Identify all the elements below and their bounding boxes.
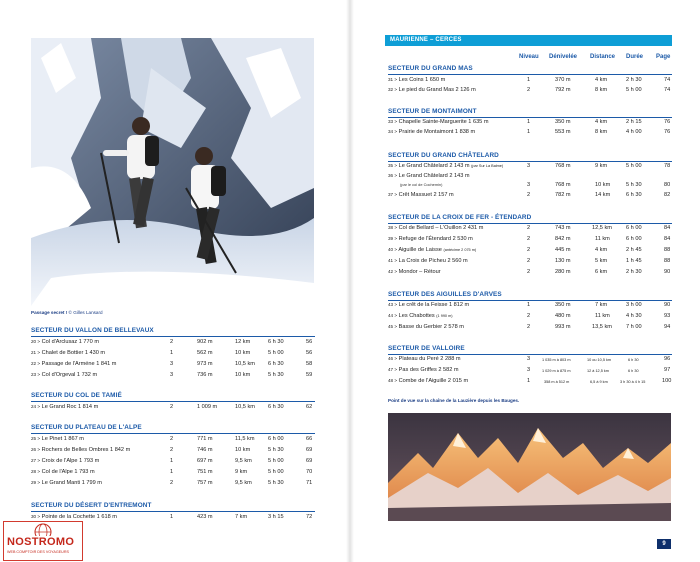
route-name: 33 > Chapelle Sainte-Marguerite 1 635 m — [388, 119, 489, 125]
duree: 3 h 15 — [268, 514, 284, 520]
route-name: 39 > Refuge de l'Étendard 2 530 m — [388, 236, 473, 242]
snowshoe-photo-image — [31, 38, 314, 306]
distance: 10 km — [235, 447, 251, 453]
route-name: 26 > Rochers de Belles Ombres 1 842 m — [31, 447, 131, 453]
page: 69 — [306, 447, 313, 453]
route-name: 47 > Pas des Griffes 2 582 m — [388, 367, 459, 373]
duree: 5 h 00 — [268, 458, 284, 464]
section-title: SECTEUR DU GRAND CHÂTELARD — [388, 152, 499, 159]
distance: 9 km — [235, 469, 248, 475]
distance: 8 km — [595, 87, 608, 93]
section-title: SECTEUR DES AIGUILLES D'ARVES — [388, 291, 502, 298]
page: 66 — [306, 436, 313, 442]
table-row — [388, 129, 672, 139]
distance: 9,5 km — [235, 458, 252, 464]
section-title: SECTEUR DE MONTAIMONT — [388, 108, 477, 115]
denivelee: 358 m à 512 m — [544, 380, 570, 384]
denivelee: 782 m — [555, 192, 571, 198]
route-name: 46 > Plateau du Peré 2 288 m — [388, 356, 461, 362]
duree: 6 h 00 — [268, 436, 284, 442]
niveau: 2 — [527, 236, 531, 242]
duree: 5 h 00 — [626, 87, 642, 93]
distance: 4 km — [595, 247, 608, 253]
route-name: 27 > Croix de l'Alpe 1 793 m — [31, 458, 100, 464]
route-name: 29 > Le Grand Manti 1 799 m — [31, 480, 102, 486]
header-duree: Durée — [626, 54, 644, 60]
table-row — [388, 269, 672, 279]
duree: 5 h 00 — [626, 163, 642, 169]
table-row — [31, 361, 316, 371]
table-row — [31, 447, 316, 457]
route-name: 31 > Les Coins 1 650 m — [388, 77, 446, 83]
route-name: 21 > Chalet de Bottier 1 430 m — [31, 350, 106, 356]
niveau: 1 — [170, 458, 174, 464]
route-name: 45 > Basse du Gerbier 2 578 m — [388, 324, 464, 330]
section-rule — [31, 401, 315, 402]
duree: 2 h 30 — [626, 269, 642, 275]
niveau: 2 — [170, 404, 174, 410]
denivelee: 1 029 m à 875 m — [542, 369, 571, 373]
denivelee: 280 m — [555, 269, 571, 275]
route-name: 38 > Col de Bellard – L'Ouillon 2 431 m — [388, 225, 484, 231]
niveau: 3 — [170, 372, 174, 378]
duree: 6 h 00 — [626, 236, 642, 242]
table-row — [31, 480, 316, 490]
page: 58 — [306, 361, 313, 367]
header-denivelee: Dénivelée — [549, 54, 578, 60]
denivelee: 842 m — [555, 236, 571, 242]
duree: 1 h 45 — [626, 258, 642, 264]
page: 94 — [664, 324, 671, 330]
distance: 4 km — [595, 77, 608, 83]
distance: 10 ou 10,5 km — [587, 358, 612, 362]
distance: 12 km — [235, 339, 251, 345]
niveau: 1 — [170, 350, 174, 356]
page: 70 — [306, 469, 313, 475]
duree: 3 h 00 — [626, 302, 642, 308]
photo-caption — [31, 310, 103, 315]
region-band — [385, 35, 672, 46]
photo-credit: © Gilles Lansard — [68, 310, 103, 315]
route-name: 48 > Combe de l'Aiguille 2 015 m — [388, 378, 469, 384]
table-row — [388, 192, 672, 202]
denivelee: 1 009 m — [197, 404, 218, 410]
table-row — [388, 247, 672, 257]
page: 74 — [664, 87, 671, 93]
table-row — [388, 378, 672, 388]
niveau: 2 — [527, 87, 531, 93]
denivelee: 1 035 m à 803 m — [542, 358, 571, 362]
route-name: 37 > Crêt Massuet 2 157 m — [388, 192, 454, 198]
page: 78 — [664, 163, 671, 169]
distance: 13,5 km — [592, 324, 612, 330]
niveau: 2 — [170, 480, 174, 486]
table-row — [31, 436, 316, 446]
niveau: 3 — [527, 356, 531, 362]
route-name: 23 > Col d'Orgeval 1 732 m — [31, 372, 98, 378]
distance: 11 km — [595, 236, 610, 242]
page: 97 — [664, 367, 671, 373]
duree: 5 h 30 — [626, 182, 642, 188]
distance: 10,5 km — [235, 361, 255, 367]
section-rule — [31, 433, 315, 434]
table-row — [388, 119, 672, 129]
page: 72 — [306, 514, 313, 520]
table-row — [31, 458, 316, 468]
niveau: 1 — [527, 129, 531, 135]
duree: 5 h 30 — [268, 480, 284, 486]
distance: 14 km — [595, 192, 611, 198]
niveau: 2 — [170, 436, 174, 442]
denivelee: 757 m — [197, 480, 213, 486]
page: 93 — [664, 313, 671, 319]
niveau: 2 — [527, 258, 531, 264]
table-row — [388, 163, 672, 173]
distance: 6 km — [595, 269, 608, 275]
niveau: 2 — [527, 192, 531, 198]
book-gutter — [346, 0, 354, 562]
niveau: 1 — [170, 469, 174, 475]
mountain-photo-caption: Point de vue sur la chaîne de la Lauzière depuis les Bauges. — [388, 398, 520, 403]
page: 96 — [664, 356, 671, 362]
denivelee: 445 m — [555, 247, 571, 253]
denivelee: 973 m — [197, 361, 213, 367]
distance: 10 km — [235, 372, 251, 378]
section-rule — [31, 336, 315, 337]
denivelee: 423 m — [197, 514, 213, 520]
page: 80 — [664, 182, 671, 188]
nostromo-logo — [3, 521, 83, 561]
niveau: 3 — [170, 361, 174, 367]
route-name: 35 > Le Grand Châtelard 2 143 m (par Sur La Balme) — [388, 163, 504, 169]
header-distance: Distance — [590, 54, 616, 60]
section-title: SECTEUR DU COL DE TAMIÉ — [31, 392, 122, 399]
section-title: SECTEUR DU GRAND MAS — [388, 65, 473, 72]
distance: 11,5 km — [235, 436, 255, 442]
distance: 10 km — [235, 350, 251, 356]
snowshoe-photo — [31, 38, 314, 306]
distance: 12,5 km — [592, 225, 612, 231]
route-name: 20 > Col d'Arclusaz 1 770 m — [31, 339, 99, 345]
distance: 4 km — [595, 119, 608, 125]
section-title: SECTEUR DU VALLON DE BELLEVAUX — [31, 327, 154, 334]
section-title: SECTEUR DU PLATEAU DE L'ALPE — [31, 424, 142, 431]
route-name: 44 > Les Chabottes (1 990 m) — [388, 313, 453, 319]
denivelee: 746 m — [197, 447, 213, 453]
duree: 5 h 00 — [268, 469, 284, 475]
distance: 8 km — [595, 129, 608, 135]
denivelee: 130 m — [555, 258, 571, 264]
denivelee: 768 m — [555, 182, 571, 188]
niveau: 3 — [527, 182, 531, 188]
section-rule — [31, 511, 315, 512]
duree: 6 h 30 — [268, 404, 284, 410]
section-rule — [388, 300, 672, 301]
logo-name: NOSTROMO — [7, 536, 75, 548]
table-row — [31, 404, 316, 414]
page: 90 — [664, 269, 671, 275]
mountain-photo — [388, 413, 671, 521]
duree: 5 h 30 — [268, 447, 284, 453]
route-name: 43 > Le crêt de la Feisse 1 812 m — [388, 302, 470, 308]
route-name: 40 > Aiguille de Laisse (antécime 2 075 m) — [388, 247, 477, 253]
niveau: 1 — [527, 77, 531, 83]
page: 76 — [664, 129, 671, 135]
region-title: MAURIENNE – CERCES — [390, 37, 462, 43]
table-row — [388, 302, 672, 312]
section-rule — [388, 223, 672, 224]
distance: 6,5 à 9 km — [590, 380, 608, 384]
table-row — [31, 350, 316, 360]
route-name: 28 > Col de l'Alpe 1 793 m — [31, 469, 95, 475]
niveau: 1 — [527, 378, 531, 384]
page: 90 — [664, 302, 671, 308]
page: 74 — [664, 77, 671, 83]
niveau: 2 — [527, 269, 531, 275]
page: 69 — [306, 458, 313, 464]
distance: 9 km — [595, 163, 608, 169]
denivelee: 562 m — [197, 350, 213, 356]
duree: 6 h 30 — [268, 361, 284, 367]
table-row — [388, 225, 672, 235]
distance: 12 à 12,5 km — [587, 369, 609, 373]
route-name: 30 > Pointe de la Cochette 1 618 m — [31, 514, 117, 520]
page: 82 — [664, 192, 671, 198]
header-page: Page — [656, 54, 671, 60]
section-rule — [388, 354, 672, 355]
duree: 3 h 30 à 4 h 15 — [620, 380, 646, 384]
route-name: 24 > Le Grand Roc 1 814 m — [31, 404, 99, 410]
page: 56 — [306, 339, 313, 345]
niveau: 1 — [527, 119, 531, 125]
denivelee: 792 m — [555, 87, 571, 93]
table-row — [388, 356, 672, 366]
duree: 5 h 30 — [268, 372, 284, 378]
page: 56 — [306, 350, 313, 356]
section-title: SECTEUR DU DÉSERT D'ENTREMONT — [31, 502, 152, 509]
route-subnote: (par le col de Cochemin) — [400, 182, 443, 187]
denivelee: 902 m — [197, 339, 213, 345]
denivelee: 993 m — [555, 324, 571, 330]
niveau: 1 — [527, 302, 531, 308]
distance: 11 km — [595, 313, 610, 319]
route-name: 34 > Prairie de Montaimont 1 838 m — [388, 129, 476, 135]
duree: 4 h 30 — [626, 313, 642, 319]
duree: 6 h 30 — [268, 339, 284, 345]
niveau: 3 — [527, 163, 531, 169]
duree: 4 h 00 — [626, 129, 642, 135]
denivelee: 697 m — [197, 458, 213, 464]
table-row — [388, 313, 672, 323]
niveau: 2 — [527, 247, 531, 253]
distance: 7 km — [595, 302, 608, 308]
denivelee: 768 m — [555, 163, 571, 169]
denivelee: 553 m — [555, 129, 571, 135]
denivelee: 350 m — [555, 302, 571, 308]
duree: 6 h 30 — [626, 192, 642, 198]
table-row — [388, 324, 672, 334]
duree: 6 h 00 — [626, 225, 642, 231]
section-rule — [388, 117, 672, 118]
section-title: SECTEUR DE LA CROIX DE FER - ÉTENDARD — [388, 214, 532, 221]
table-row — [388, 77, 672, 87]
duree: 6 h 30 — [628, 358, 639, 362]
route-name: 25 > Le Pinet 1 867 m — [31, 436, 84, 442]
table-row — [388, 182, 672, 192]
table-row — [31, 372, 316, 382]
globe-icon — [4, 522, 82, 536]
page: 88 — [664, 247, 671, 253]
page: 59 — [306, 372, 313, 378]
route-name: 42 > Mondor – Rétour — [388, 269, 441, 275]
denivelee: 370 m — [555, 77, 571, 83]
section-title: SECTEUR DE VALLOIRE — [388, 345, 465, 352]
route-name: 32 > Le pied du Grand Mas 2 126 m — [388, 87, 476, 93]
page: 88 — [664, 258, 671, 264]
page: 100 — [662, 378, 672, 384]
niveau: 2 — [527, 225, 531, 231]
duree: 2 h 15 — [626, 119, 642, 125]
niveau: 1 — [170, 514, 174, 520]
duree: 7 h 00 — [626, 324, 642, 330]
page: 84 — [664, 236, 671, 242]
niveau: 3 — [527, 367, 531, 373]
route-name: 36 > Le Grand Châtelard 2 143 m — [388, 173, 470, 179]
page: 84 — [664, 225, 671, 231]
table-row — [388, 87, 672, 97]
section-rule — [388, 74, 672, 75]
denivelee: 771 m — [197, 436, 213, 442]
table-row — [31, 339, 316, 349]
duree: 5 h 00 — [268, 350, 284, 356]
page: 71 — [306, 480, 313, 486]
duree: 6 h 30 — [628, 369, 639, 373]
logo-tagline: WEB COMPTOIR DES VOYAGEURS — [7, 550, 69, 554]
mountain-photo-image — [388, 413, 671, 521]
distance: 5 km — [595, 258, 608, 264]
distance: 7 km — [235, 514, 248, 520]
denivelee: 480 m — [555, 313, 571, 319]
niveau: 2 — [170, 339, 174, 345]
denivelee: 751 m — [197, 469, 213, 475]
niveau: 2 — [170, 447, 174, 453]
route-name: 41 > La Croix de Picheu 2 560 m — [388, 258, 468, 264]
page: 62 — [306, 404, 313, 410]
section-rule — [388, 161, 672, 162]
duree: 2 h 45 — [626, 247, 642, 253]
table-row — [388, 236, 672, 246]
niveau: 2 — [527, 324, 531, 330]
duree: 2 h 30 — [626, 77, 642, 83]
table-row — [31, 469, 316, 479]
denivelee: 743 m — [555, 225, 571, 231]
distance: 10,5 km — [235, 404, 255, 410]
route-name: 22 > Passage de l'Arméne 1 841 m — [31, 361, 117, 367]
niveau: 2 — [527, 313, 531, 319]
denivelee: 736 m — [197, 372, 213, 378]
denivelee: 350 m — [555, 119, 571, 125]
header-niveau: Niveau — [519, 54, 539, 60]
table-row — [388, 367, 672, 377]
page-number: 9 — [657, 539, 671, 549]
table-row — [388, 258, 672, 268]
distance: 10 km — [595, 182, 611, 188]
page: 76 — [664, 119, 671, 125]
photo-caption-text: Passage secret ! — [31, 310, 68, 315]
distance: 9,5 km — [235, 480, 252, 486]
